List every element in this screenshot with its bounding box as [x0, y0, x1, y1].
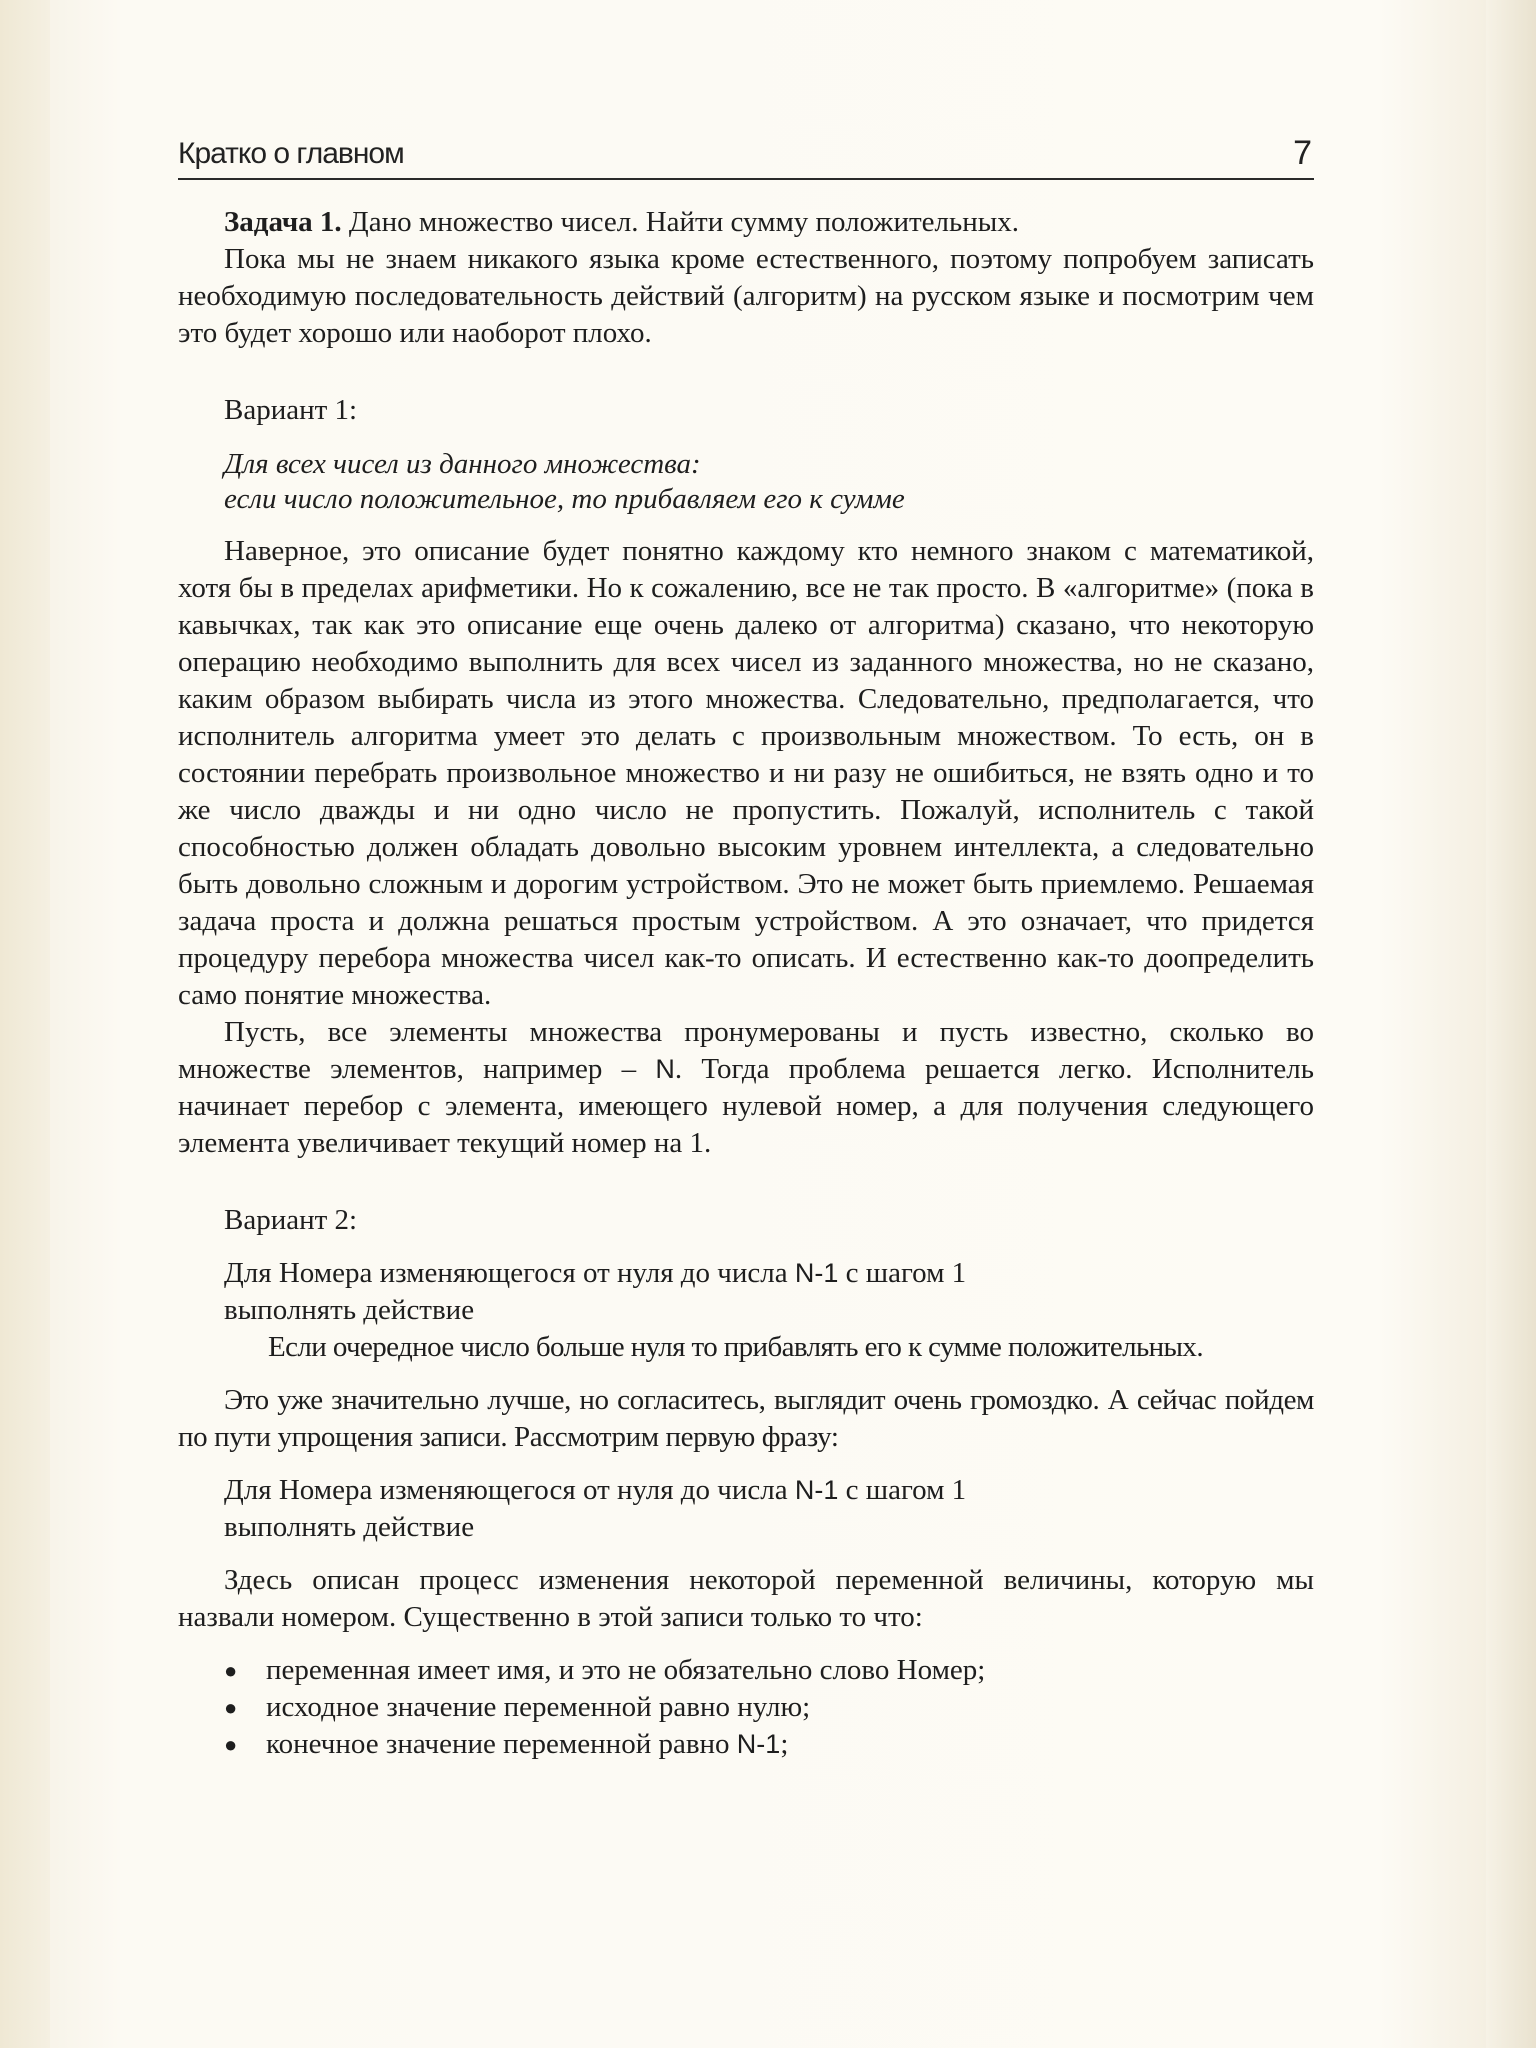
variant-2-line-1 [224, 1255, 1314, 1292]
first-phrase-line-2: выполнять действие [224, 1511, 475, 1543]
variant-2-line-1-before: Для Номера изменяющегося от нуля до числа [224, 1257, 795, 1289]
task-label: Задача 1. [224, 206, 342, 238]
variant-1-label: Вариант 1: [224, 394, 358, 426]
intro-text: Пока мы не знаем никакого языка кроме естественного, поэтому попробуем записать необходимую последовательность действий (алгоритм) на русском языке и посмотрим чем это будет хорошо или наоборот плохо. [178, 243, 1314, 349]
list-item-text: конечное значение переменной равно [266, 1728, 737, 1760]
first-phrase-line-1-n: N-1 [794, 1475, 839, 1505]
variant-1-line-2: если число положительное, то прибавляем его к сумме [224, 483, 905, 515]
task-text: Дано множество чисел. Найти сумму положительных. [341, 206, 1019, 238]
variant-2-line-2: выполнять действие [224, 1294, 475, 1326]
list-item [224, 1726, 1314, 1763]
first-phrase-line-1 [224, 1472, 1314, 1509]
variant-2-line-1-n: N-1 [794, 1258, 839, 1288]
page-number: 7 [1293, 134, 1312, 172]
list-item-text: исходное значение переменной равно нулю; [266, 1691, 811, 1723]
list-item [224, 1689, 1314, 1726]
bullet-list [178, 1652, 1314, 1763]
paragraph-2-after: . Тогда проблема решается легко. Исполнитель начинает перебор с элемента, имеющего нулевой номер, а для получения следующего элемента увеличивает текущий номер на 1. [178, 1053, 1314, 1159]
paragraph-1: Наверное, это описание будет понятно каждому кто немного знаком с математикой, хотя бы в пределах арифметики. Но к сожалению, все не так просто. В «алгоритме» (пока в кавычках, так как это описание еще очень далеко от алгоритма) сказано, что некоторую операцию необходимо выполнить для всех чисел из заданного множества, но не сказано, каким образом выбирать числа из этого множества. Следовательно, предполагается, что исполнитель алгоритма умеет это делать с произвольным множеством. То есть, он в состоянии перебрать произвольное множество и ни разу не ошибиться, не взять одно и то же число дважды и ни одно число не пропустить. Пожалуй, исполнитель с такой способностью должен обладать довольно высоким уровнем интеллекта, а следовательно быть довольно сложным и дорогим устройством. Это не может быть приемлемо. Решаемая задача проста и должна решаться простым устройством. А это означает, что придется процедуру перебора множества чисел как-то описать. И естественно как-то доопределить само понятие множества. [178, 535, 1314, 1011]
first-phrase-line-1-before: Для Номера изменяющегося от нуля до числа [224, 1474, 795, 1506]
variant-1-algorithm [224, 447, 1314, 517]
variant-2-label: Вариант 2: [224, 1204, 358, 1236]
variant-2-line-3: Если очередное число больше нуля то прибавлять его к сумме положительных. [268, 1331, 1203, 1363]
list-item-text: переменная имеет имя, и это не обязательно слово Номер; [266, 1654, 986, 1686]
first-phrase [224, 1472, 1314, 1546]
page-right-edge [1486, 0, 1536, 2048]
book-page [178, 120, 1314, 1763]
task-statement [178, 204, 1314, 241]
first-phrase-line-1-after: с шагом 1 [838, 1474, 967, 1506]
running-header [178, 120, 1314, 180]
variant-2-line-1-after: с шагом 1 [838, 1257, 967, 1289]
variant-2-algorithm [224, 1255, 1314, 1366]
variant-1-line-1: Для всех чисел из данного множества: [224, 448, 701, 480]
paragraph-4: Здесь описан процесс изменения некоторой переменной величины, которую мы назвали номером. Существенно в этой записи только то что: [178, 1564, 1314, 1633]
paragraph-2-before: Пусть, все элементы множества пронумерованы и пусть известно, сколько во множестве элементов, например – [178, 1016, 1314, 1085]
chapter-title: Кратко о главном [178, 137, 404, 170]
intro-paragraph [178, 241, 1314, 352]
page-left-edge [0, 0, 50, 2048]
paragraph-2-n: N [655, 1054, 675, 1084]
list-item-n: N-1 [736, 1729, 781, 1759]
list-item-after: ; [780, 1728, 789, 1760]
paragraph-2 [178, 1014, 1314, 1162]
list-item [224, 1652, 1314, 1689]
paragraph-3: Это уже значительно лучше, но согласитесь, выглядит очень громоздко. А сейчас пойдем по пути упрощения записи. Рассмотрим первую фразу: [178, 1384, 1314, 1453]
